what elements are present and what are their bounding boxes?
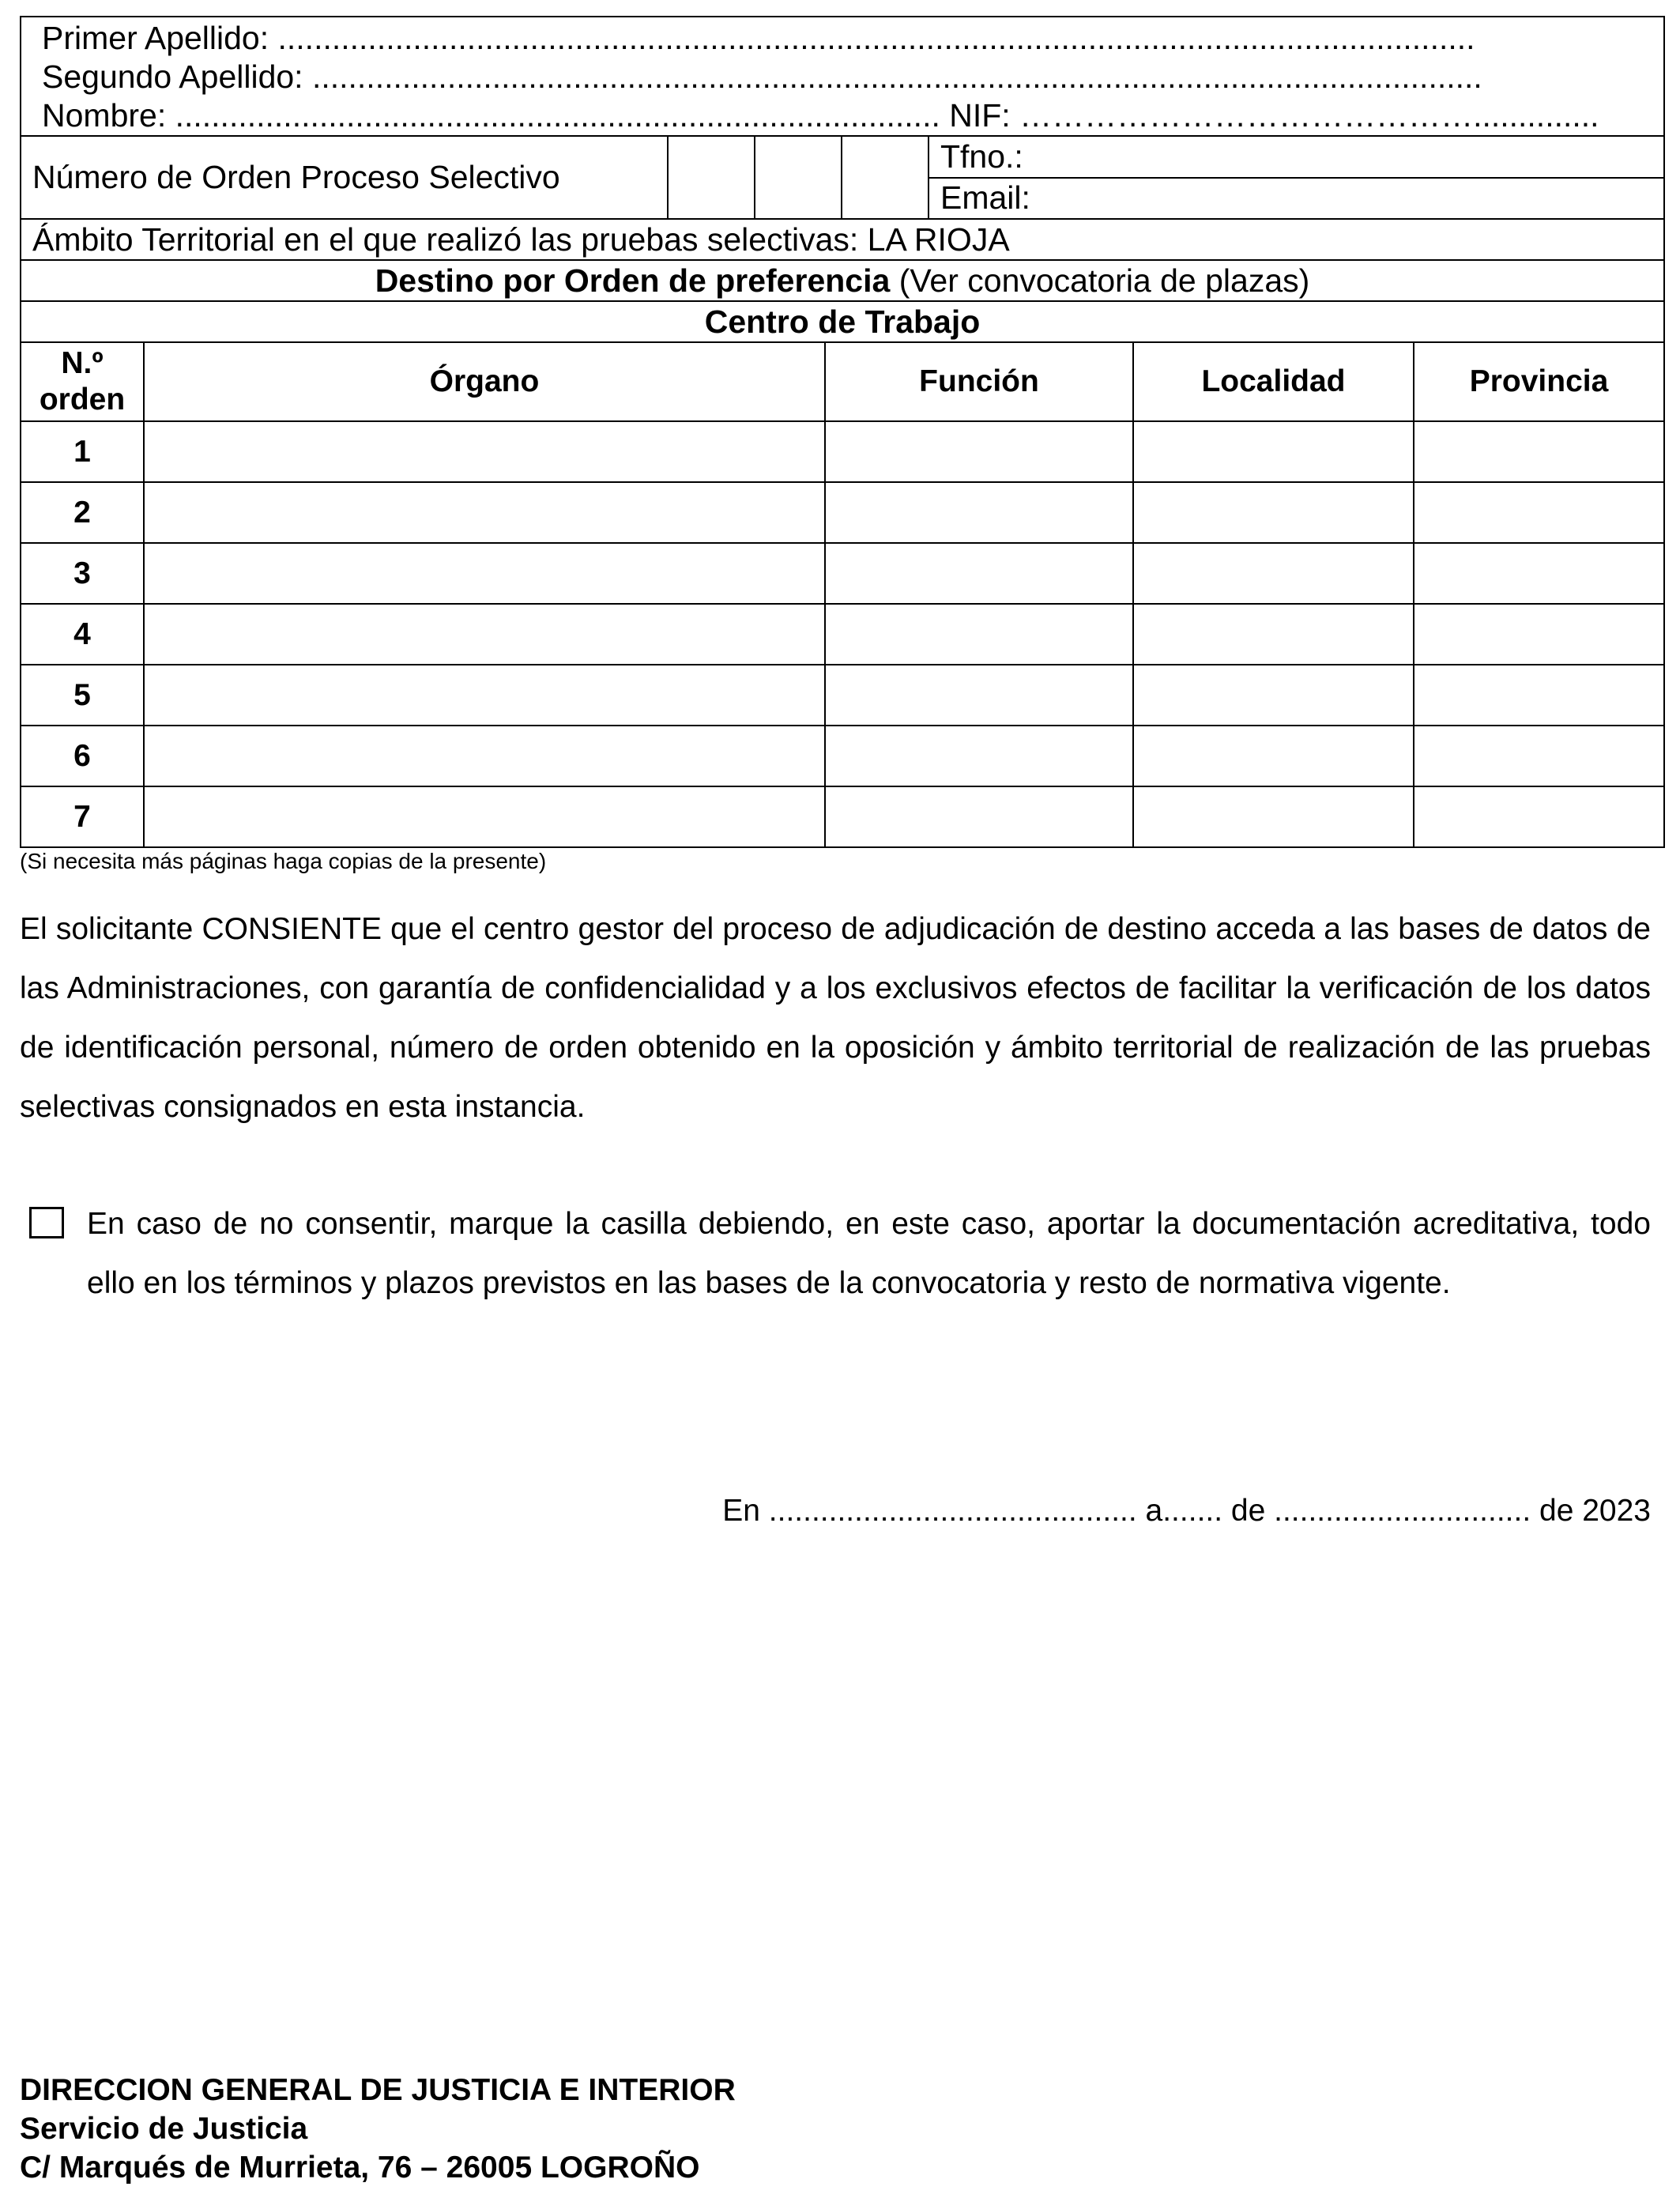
destinos-table bbox=[21, 341, 1663, 846]
row-number: 4 bbox=[21, 603, 143, 664]
col-localidad-header: Localidad bbox=[1132, 341, 1413, 420]
numero-orden-box-1[interactable] bbox=[667, 137, 754, 218]
no-consent-checkbox[interactable] bbox=[29, 1207, 64, 1238]
orden-contact-row bbox=[21, 135, 1663, 218]
centro-trabajo-heading: Centro de Trabajo bbox=[21, 300, 1663, 341]
funcion-cell[interactable] bbox=[824, 664, 1132, 725]
provincia-cell[interactable] bbox=[1413, 542, 1663, 603]
row-number: 1 bbox=[21, 420, 143, 481]
provincia-cell[interactable] bbox=[1413, 725, 1663, 786]
copies-note: (Si necesita más páginas haga copias de la presente) bbox=[20, 849, 547, 873]
destino-heading bbox=[21, 259, 1663, 300]
row-number: 2 bbox=[21, 481, 143, 542]
footer-calle: C/ Marqués de Murrieta, 76 – 26005 LOGROÑO bbox=[20, 2151, 700, 2185]
organo-cell[interactable] bbox=[143, 542, 824, 603]
primer-apellido-field[interactable]: Primer Apellido: ..................................................................................................................................... bbox=[42, 20, 1475, 56]
funcion-cell[interactable] bbox=[824, 603, 1132, 664]
localidad-cell[interactable] bbox=[1132, 481, 1413, 542]
localidad-cell[interactable] bbox=[1132, 725, 1413, 786]
application-form bbox=[20, 16, 1665, 848]
footer-address bbox=[20, 2071, 736, 2187]
col-organo-header: Órgano bbox=[143, 341, 824, 420]
row-number: 3 bbox=[21, 542, 143, 603]
col-orden-header: N.º orden bbox=[21, 341, 143, 420]
provincia-cell[interactable] bbox=[1413, 603, 1663, 664]
funcion-cell[interactable] bbox=[824, 725, 1132, 786]
localidad-cell[interactable] bbox=[1132, 603, 1413, 664]
nombre-nif-field[interactable]: Nombre: ..................................................................................... NIF: …………………………………….............. bbox=[42, 97, 1599, 134]
provincia-cell[interactable] bbox=[1413, 481, 1663, 542]
organo-cell[interactable] bbox=[143, 725, 824, 786]
localidad-cell[interactable] bbox=[1132, 420, 1413, 481]
row-number: 6 bbox=[21, 725, 143, 786]
organo-cell[interactable] bbox=[143, 664, 824, 725]
funcion-cell[interactable] bbox=[824, 542, 1132, 603]
provincia-cell[interactable] bbox=[1413, 664, 1663, 725]
localidad-cell[interactable] bbox=[1132, 542, 1413, 603]
contact-fields bbox=[928, 137, 1663, 218]
numero-orden-box-2[interactable] bbox=[754, 137, 841, 218]
organo-cell[interactable] bbox=[143, 603, 824, 664]
localidad-cell[interactable] bbox=[1132, 664, 1413, 725]
email-field[interactable]: Email: bbox=[929, 177, 1663, 219]
provincia-cell[interactable] bbox=[1413, 420, 1663, 481]
footer-direccion: DIRECCION GENERAL DE JUSTICIA E INTERIOR bbox=[20, 2073, 736, 2107]
organo-cell[interactable] bbox=[143, 786, 824, 846]
destino-heading-note: (Ver convocatoria de plazas) bbox=[890, 262, 1310, 299]
consent-paragraph: El solicitante CONSIENTE que el centro gestor del proceso de adjudicación de destino acceda a las bases de datos de las Administraciones, con garantía de confidencialidad y a los exclusivos efectos de facilitar la verificación de los datos de identificación personal, número de orden obtenido en la oposición y ámbito territorial de realización de las pruebas selectivas consignados en esta instancia. bbox=[20, 912, 1651, 1124]
destino-heading-bold: Destino por Orden de preferencia bbox=[375, 262, 891, 299]
segundo-apellido-field[interactable]: Segundo Apellido: .................................................................................................................................. bbox=[42, 58, 1482, 95]
provincia-cell[interactable] bbox=[1413, 786, 1663, 846]
numero-orden-box-3[interactable] bbox=[841, 137, 928, 218]
organo-cell[interactable] bbox=[143, 420, 824, 481]
funcion-cell[interactable] bbox=[824, 786, 1132, 846]
row-number: 5 bbox=[21, 664, 143, 725]
organo-cell[interactable] bbox=[143, 481, 824, 542]
numero-orden-label: Número de Orden Proceso Selectivo bbox=[32, 159, 560, 195]
funcion-cell[interactable] bbox=[824, 420, 1132, 481]
tfno-field[interactable]: Tfno.: bbox=[940, 138, 1023, 175]
col-funcion-header: Función bbox=[824, 341, 1132, 420]
row-number: 7 bbox=[21, 786, 143, 846]
footer-servicio: Servicio de Justicia bbox=[20, 2112, 308, 2146]
col-provincia-header: Provincia bbox=[1413, 341, 1663, 420]
funcion-cell[interactable] bbox=[824, 481, 1132, 542]
localidad-cell[interactable] bbox=[1132, 786, 1413, 846]
no-consent-paragraph: En caso de no consentir, marque la casilla debiendo, en este caso, aportar la documentación acreditativa, todo ello en los términos y plazos previstos en las bases de la convocatoria y resto de normativa vigente. bbox=[87, 1207, 1651, 1300]
ambito-territorial: Ámbito Territorial en el que realizó las pruebas selectivas: LA RIOJA bbox=[21, 218, 1663, 259]
date-signature-line[interactable]: En ........................................... a....... de .............................. de 2023 bbox=[722, 1494, 1651, 1528]
